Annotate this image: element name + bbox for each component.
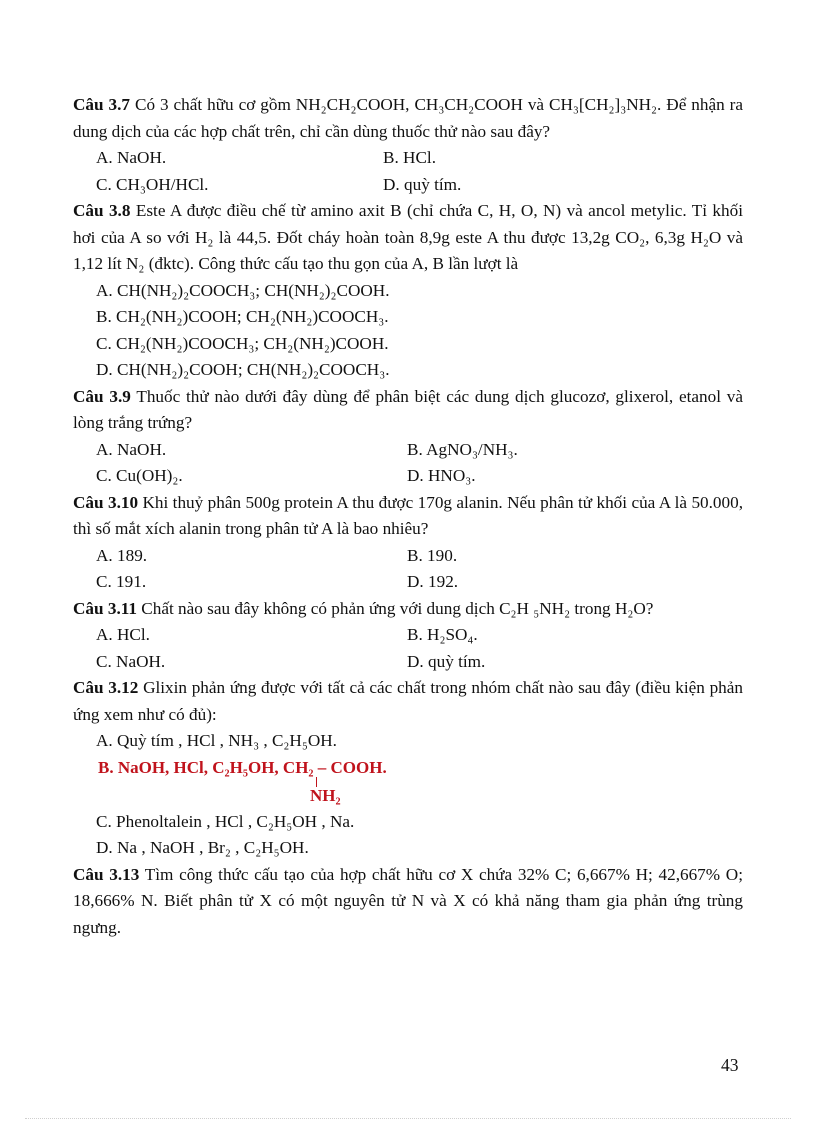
option-b-line-2: NH₂ <box>310 785 341 805</box>
option-c: C. CH₂(NH₂)COOCH₃; CH₂(NH₂)COOH. <box>96 333 389 353</box>
options-row <box>73 569 743 596</box>
option-d: D. quỳ tím. <box>383 174 462 194</box>
page-content <box>73 92 743 941</box>
options-row <box>73 145 743 172</box>
option-a: A. 189. <box>96 545 148 565</box>
question-body: Este A được điều chế từ amino axit B (chỉ chứa C, H, O, N) và ancol metylic. Tỉ khối hơi của A so với H₂ là 44,5. Đốt cháy hoàn toàn 8,9g este A thu được 13,2g CO₂, 6,3g H₂O và 1,12 lít N₂ (đktc). Công thức cấu tạo thu gọn của A, B lần lượt là <box>73 201 743 273</box>
question-3-13 <box>73 862 743 942</box>
question-label: Câu 3.10 <box>73 492 139 512</box>
option-a: A. NaOH. <box>96 439 167 459</box>
question-label: Câu 3.13 <box>73 864 140 884</box>
question-text <box>73 384 743 437</box>
question-line-1: Có 3 chất hữu cơ gồm NH₂CH₂COOH, CH₃CH₂COOH và <box>134 95 545 114</box>
option-c: C. CH₃OH/HCl. <box>96 174 209 194</box>
question-label: Câu 3.8 <box>73 201 131 220</box>
option-d: D. HNO₃. <box>407 466 476 485</box>
question-label: Câu 3.11 <box>73 598 137 618</box>
question-3-7 <box>73 92 743 198</box>
option-a: A. CH(NH₂)₂COOCH₃; CH(NH₂)₂COOH. <box>96 280 390 300</box>
option-b-line-1: B. NaOH, HCl, C₂H₅OH, CH₂ – COOH. <box>98 757 387 777</box>
question-3-12 <box>73 675 743 862</box>
option-d: D. CH(NH₂)₂COOH; CH(NH₂)₂COOCH₃. <box>96 360 390 379</box>
option-d: D. Na , NaOH , Br₂ , C₂H₅OH. <box>96 838 309 857</box>
option-b: B. AgNO₃/NH₃. <box>407 439 518 459</box>
question-body: Glixin phản ứng được với tất cả các chất trong nhóm chất nào sau đây (điều kiện phản ứng xem như có đủ): <box>73 678 743 724</box>
question-text <box>73 862 743 942</box>
question-3-9 <box>73 384 743 490</box>
option-b: B. CH₂(NH₂)COOH; CH₂(NH₂)COOCH₃. <box>96 307 389 326</box>
options-row <box>73 649 743 676</box>
option-b: B. HCl. <box>383 148 437 167</box>
options-row <box>73 543 743 570</box>
option-c: C. NaOH. <box>96 651 166 671</box>
question-3-11 <box>73 596 743 676</box>
option-a: A. NaOH. <box>96 148 167 167</box>
question-body: Tìm công thức cấu tạo của hợp chất hữu cơ X chứa 32% C; 6,667% H; 42,667% O; 18,666% N. Biết phân tử X có một nguyên tử N và X có khả năng tham gia phản ứng trùng ngưng. <box>73 864 743 937</box>
question-line-2: CH₃[CH₂]₃NH₂. Để nhận ra dung dịch của các hợp chất trên, chỉ cần dùng thuốc thử nào sau đây? <box>73 95 744 141</box>
question-3-8 <box>73 198 743 384</box>
option-b-highlighted <box>73 755 743 809</box>
question-text <box>73 198 743 278</box>
option-a: A. HCl. <box>96 625 150 644</box>
option-c: C. 191. <box>96 572 147 591</box>
option-d: D. 192. <box>407 572 459 591</box>
option-d: D. quỳ tím. <box>407 651 486 671</box>
options-row <box>73 172 743 199</box>
question-3-10 <box>73 490 743 596</box>
question-text <box>73 490 743 543</box>
question-body: Khi thuỷ phân 500g protein A thu được 170g alanin. Nếu phân tử khối của A là 50.000, thì số mắt xích alanin trong phân tử A là bao nhiêu? <box>73 492 744 538</box>
question-text <box>73 596 743 623</box>
option-a: A. Quỳ tím , HCl , NH₃ , C₂H₅OH. <box>96 731 337 750</box>
question-label: Câu 3.7 <box>73 95 131 114</box>
options-row <box>73 463 743 490</box>
question-label: Câu 3.12 <box>73 678 139 697</box>
option-b: B. H₂SO₄. <box>407 625 478 644</box>
page-number: 43 <box>721 1055 739 1075</box>
question-label: Câu 3.9 <box>73 386 131 406</box>
option-b: B. 190. <box>407 545 458 565</box>
option-c: C. Phenoltalein , HCl , C₂H₅OH , Na. <box>96 811 355 831</box>
question-text <box>73 92 743 145</box>
question-body: Chất nào sau đây không có phản ứng với dung dịch C₂H ₅NH₂ trong H₂O? <box>141 598 654 618</box>
options-row <box>73 622 743 649</box>
options-row <box>73 437 743 464</box>
footer-divider <box>25 1118 791 1119</box>
question-body: Thuốc thử nào dưới đây dùng để phân biệt các dung dịch glucozơ, glixerol, etanol và lòng trắng trứng? <box>73 386 743 432</box>
question-text <box>73 675 743 728</box>
option-c: C. Cu(OH)₂. <box>96 466 183 485</box>
